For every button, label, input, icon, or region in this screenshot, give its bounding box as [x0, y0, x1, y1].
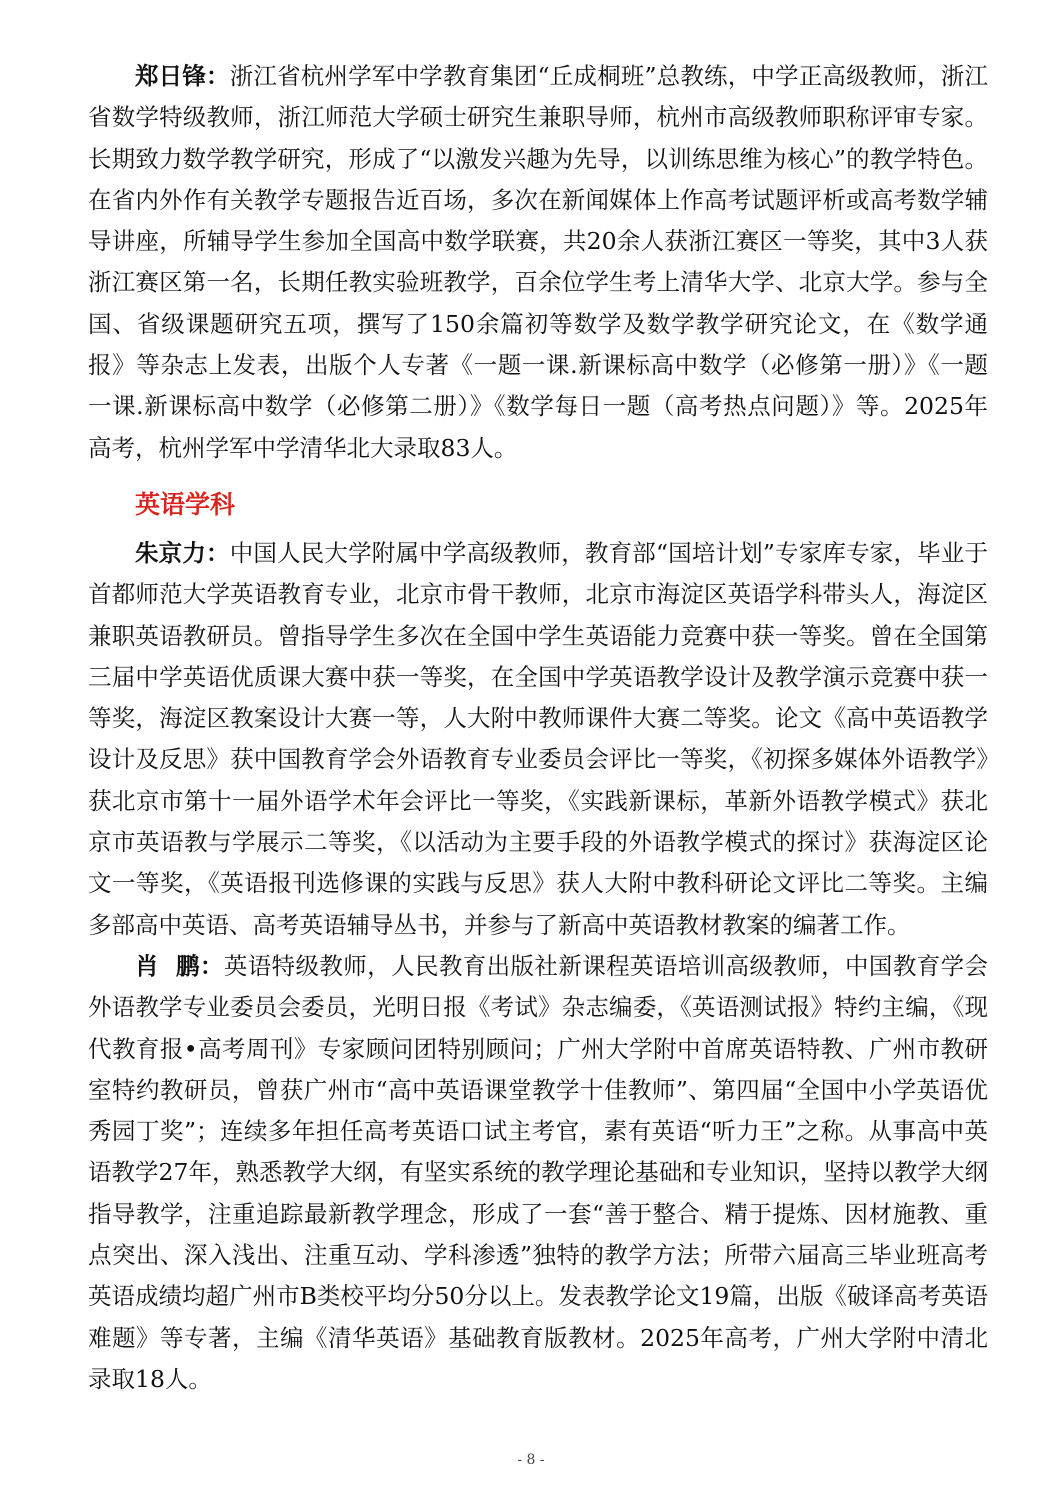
profile-xiao-peng	[88, 946, 988, 1400]
profile-text: 英语特级教师，人民教育出版社新课程英语培训高级教师，中国教育学会外语教学专业委员会委员，光明日报《考试》杂志编委，《英语测试报》特约主编，《现代教育报•高考周刊》专家顾问团特别顾问；广州大学附中首席英语特教、广州市教研室特约教研员，曾获广州市“高中英语课堂教学十佳教师”、第四届“全国中小学英语优秀园丁奖”；连续多年担任高考英语口试主考官，素有英语“听力王”之称。从事高中英语教学27年，熟悉教学大纲，有坚实系统的教学理论基础和专业知识，坚持以教学大纲指导教学，注重追踪最新教学理念，形成了一套“善于整合、精于提炼、因材施教、重点突出、深入浅出、注重互动、学科渗透”独特的教学方法；所带六届高三毕业班高考英语成绩均超广州市B类校平均分50分以上。发表教学论文19篇，出版《破译高考英语难题》等专著，主编《清华英语》基础教育版教材。2025年高考，广州大学附中清北录取18人。	[88, 951, 988, 1393]
profile-name: 郑日锋：	[135, 62, 230, 90]
page-number: - 8 -	[517, 1452, 545, 1468]
profile-name: 朱京力：	[135, 538, 230, 567]
section-title-english: 英语学科	[135, 489, 236, 519]
profile-text: 浙江省杭州学军中学教育集团“丘成桐班”总教练，中学正高级教师，浙江省数学特级教师，浙江师范大学硕士研究生兼职导师，杭州市高级教师职称评审专家。长期致力数学教学研究，形成了“以激发兴趣为先导，以训练思维为核心”的教学特色。在省内外作有关教学专题报告近百场，多次在新闻媒体上作高考试题评析或高考数学辅导讲座，所辅导学生参加全国高中数学联赛，共20余人获浙江赛区一等奖，其中3人获浙江赛区第一名，长期任教实验班教学，百余位学生考上清华大学、北京大学。参与全国、省级课题研究五项，撰写了150余篇初等数学及数学教学研究论文，在《数学通报》等杂志上发表，出版个人专著《一题一课.新课标高中数学（必修第一册）》《一题一课.新课标高中数学（必修第二册）》《数学每日一题（高考热点问题）》等。2025年高考，杭州学军中学清华北大录取83人。	[88, 62, 988, 462]
document-page	[88, 56, 988, 1400]
profile-name: 肖 鹏：	[135, 951, 224, 980]
profile-zhu-jingli	[88, 533, 988, 946]
profile-zheng-rifeng	[88, 56, 988, 469]
profile-text: 中国人民大学附属中学高级教师，教育部“国培计划”专家库专家，毕业于首都师范大学英语教育专业，北京市骨干教师，北京市海淀区英语学科带头人，海淀区兼职英语教研员。曾指导学生多次在全国中学生英语能力竞赛中获一等奖。曾在全国第三届中学英语优质课大赛中获一等奖，在全国中学英语教学设计及教学演示竞赛中获一等奖，海淀区教案设计大赛一等，人大附中教师课件大赛二等奖。论文《高中英语教学设计及反思》获中国教育学会外语教育专业委员会评比一等奖，《初探多媒体外语教学》获北京市第十一届外语学术年会评比一等奖，《实践新课标，革新外语教学模式》获北京市英语教与学展示二等奖，《以活动为主要手段的外语教学模式的探讨》获海淀区论文一等奖，《英语报刊选修课的实践与反思》获人大附中教科研论文评比二等奖。主编多部高中英语、高考英语辅导丛书，并参与了新高中英语教材教案的编著工作。	[88, 538, 988, 939]
